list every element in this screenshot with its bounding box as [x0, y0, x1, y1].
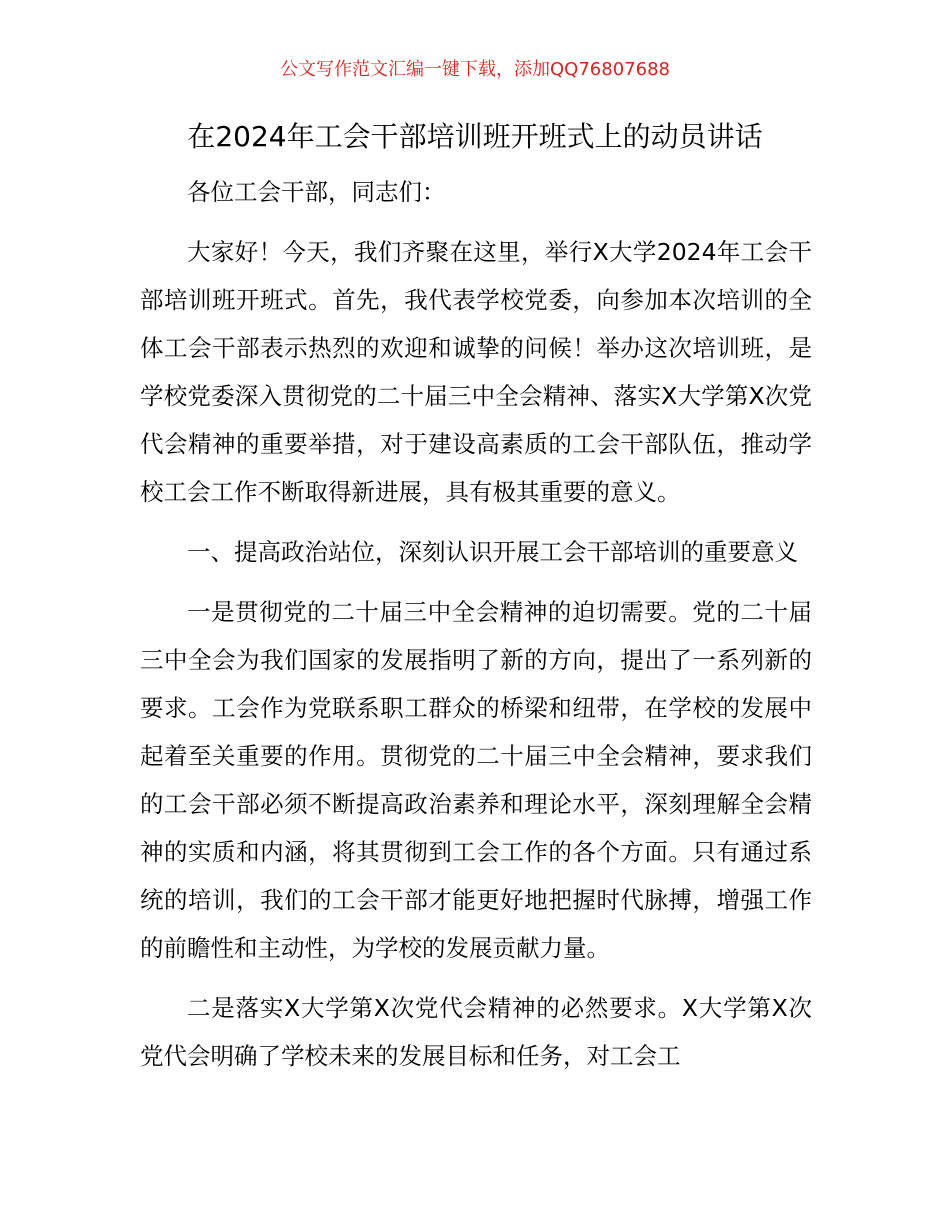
- salutation-paragraph: 各位工会干部，同志们：: [187, 178, 446, 206]
- body-paragraph: 二是落实X大学第X次党代会精神的必然要求。X大学第X次党代会明确了学校未来的发展目标和任务，对工会工: [140, 994, 812, 1070]
- opening-paragraph: 大家好！今天，我们齐聚在这里，举行X大学2024年工会干部培训班开班式。首先，我代表学校党委，向参加本次培训的全体工会干部表示热烈的欢迎和诚挚的问候！举办这次培训班，是学校党委深入贯彻党的二十届三中全会精神、落实X大学第X次党代会精神的重要举措，对于建设高素质的工会干部队伍，推动学校工会工作不断取得新进展，具有极其重要的意义。: [140, 238, 812, 506]
- document-body: [140, 168, 812, 1092]
- section-heading: 一、提高政治站位，深刻认识开展工会干部培训的重要意义: [187, 538, 798, 566]
- page-title: 在2024年工会干部培训班开班式上的动员讲话: [187, 120, 763, 153]
- download-banner[interactable]: 公文写作范文汇编一键下载，添加QQ76807688: [280, 59, 670, 80]
- body-paragraph: 一是贯彻党的二十届三中全会精神的迫切需要。党的二十届三中全会为我们国家的发展指明了新的方向，提出了一系列新的要求。工会作为党联系职工群众的桥梁和纽带，在学校的发展中起着至关重要的作用。贯彻党的二十届三中全会精神，要求我们的工会干部必须不断提高政治素养和理论水平，深刻理解全会精神的实质和内涵，将其贯彻到工会工作的各个方面。只有通过系统的培训，我们的工会干部才能更好地把握时代脉搏，增强工作的前瞻性和主动性，为学校的发展贡献力量。: [140, 598, 812, 962]
